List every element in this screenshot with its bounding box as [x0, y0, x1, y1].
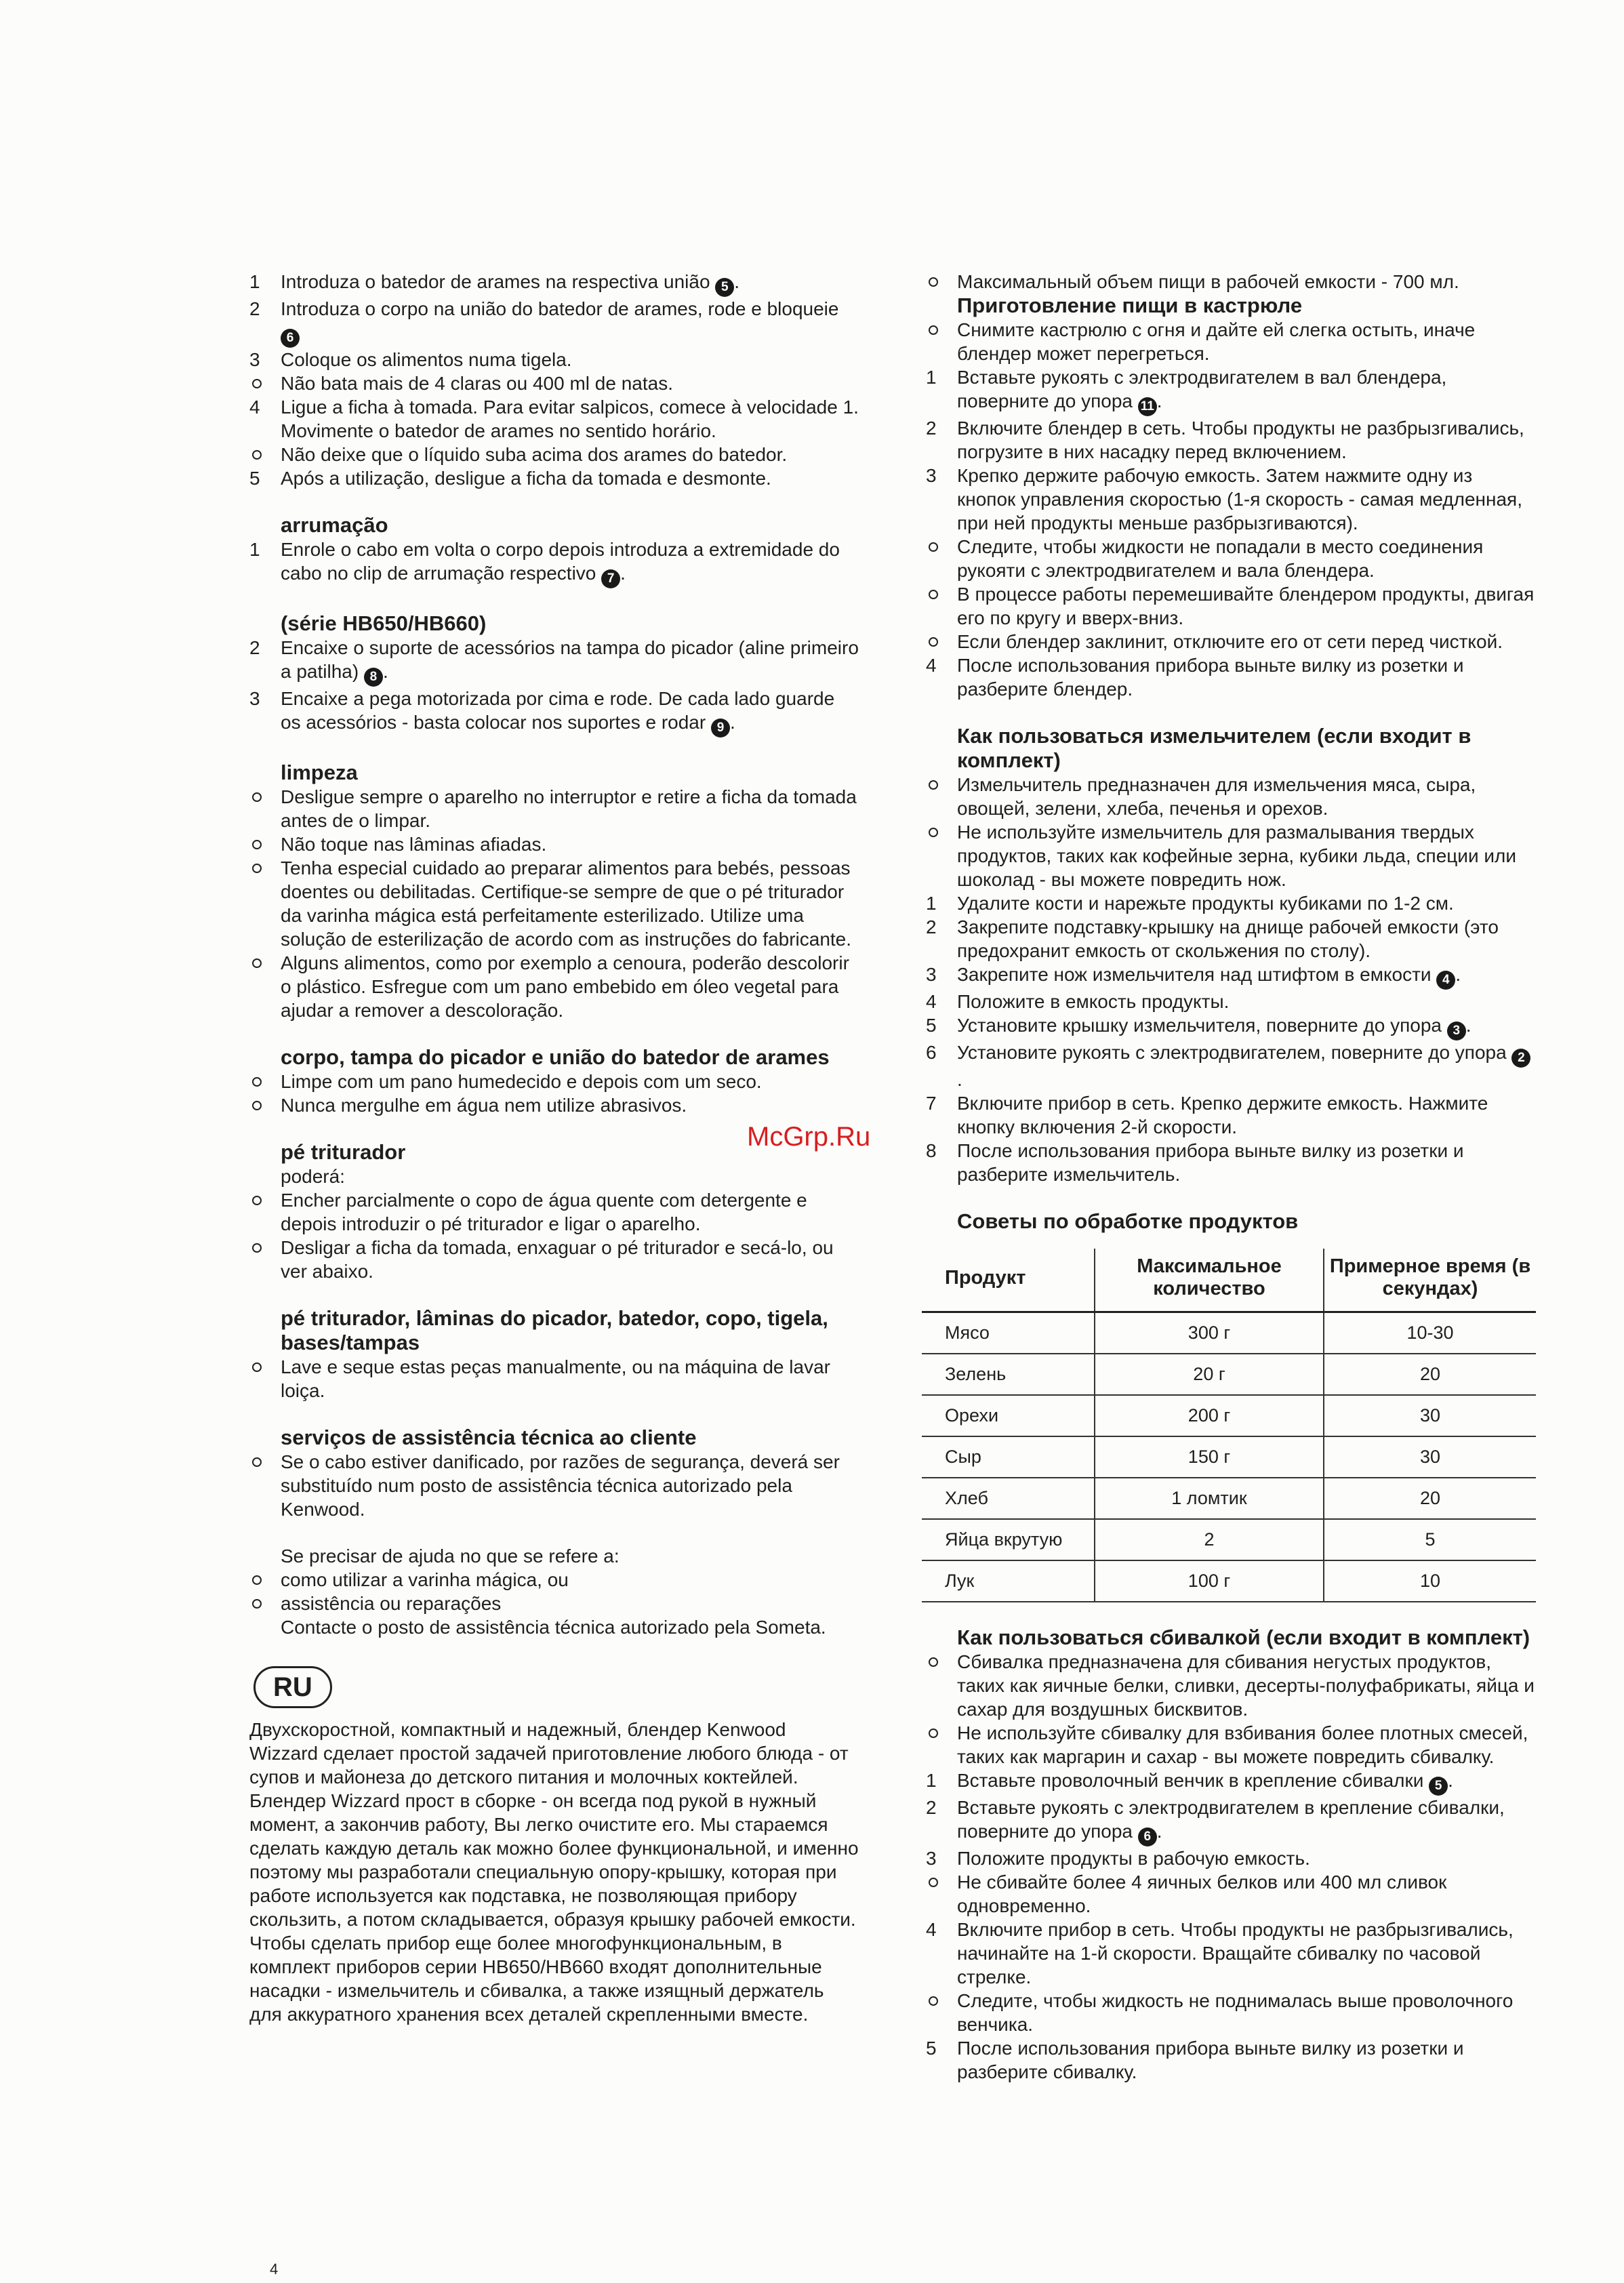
list-item	[249, 856, 859, 951]
step-number: 4	[926, 655, 937, 676]
corpo-heading: corpo, tampa do picador e união do batedor de arames	[281, 1045, 830, 1069]
list-item-end: .	[1156, 1821, 1162, 1842]
list-item-body: assistência ou reparações	[281, 1593, 502, 1614]
cell-time: 5	[1324, 1519, 1536, 1560]
list-item	[926, 365, 1536, 416]
list-item	[249, 636, 859, 687]
step-number: 2	[926, 1797, 937, 1818]
list-item-body: Снимите кастрюлю с огня и дайте ей слегка остыть, иначе блендер может перегреться.	[957, 319, 1476, 364]
figure-ref-icon: 4	[1436, 971, 1455, 990]
list-item	[249, 371, 859, 395]
bullet-icon	[249, 1093, 281, 1117]
corpo-list	[249, 1070, 859, 1117]
step-number: 5	[926, 2038, 937, 2059]
list-item-text	[281, 1592, 859, 1615]
tips-heading: Советы по обработке продуктов	[957, 1209, 1299, 1233]
page-number: 4	[270, 2261, 279, 2278]
list-item	[249, 1236, 859, 1283]
list-item	[926, 1796, 1536, 1846]
list-item-text	[281, 832, 859, 856]
list-item-text	[957, 963, 1536, 990]
step-number: 1	[926, 893, 937, 914]
step-number: 4	[249, 397, 260, 418]
step-number: 3	[926, 465, 937, 486]
list-item-text	[957, 2036, 1536, 2084]
list-item-body: Introduza o corpo na união do batedor de arames, rode e bloqueie	[281, 298, 839, 319]
list-item-text	[281, 1188, 859, 1236]
list-item-body: Se o cabo estiver danificado, por razões de segurança, deverá ser substituído num posto de assistência técnica autorizado pela Kenwood.	[281, 1451, 840, 1520]
list-item-body: Lave e seque estas peças manualmente, ou na máquina de lavar loiça.	[281, 1356, 830, 1401]
list-item	[926, 1650, 1536, 1721]
bullet-icon	[926, 535, 957, 582]
list-item-text	[957, 1721, 1536, 1769]
bullet-icon	[926, 630, 957, 653]
step-number: 2	[249, 637, 260, 658]
processing-tips-table	[922, 1249, 1536, 1602]
list-item	[926, 653, 1536, 701]
bullet-icon	[249, 951, 281, 1022]
list-item-end: .	[1156, 390, 1162, 411]
list-item-end: .	[734, 271, 740, 292]
list-item-text	[957, 915, 1536, 963]
bullet-icon	[926, 270, 957, 294]
list-item-body: Включите блендер в сеть. Чтобы продукты не разбрызгивались, погрузите в них насадку перед включением.	[957, 418, 1524, 462]
cell-time: 10-30	[1324, 1312, 1536, 1354]
cell-product: Сыр	[922, 1436, 1095, 1478]
list-item	[249, 832, 859, 856]
list-item	[249, 348, 859, 371]
list-item-body: После использования прибора выньте вилку из розетки и разберите измельчитель.	[957, 1140, 1464, 1185]
list-item	[249, 687, 859, 738]
bullet-icon	[249, 1568, 281, 1592]
bullet-icon	[926, 1650, 957, 1721]
step-number: 4	[926, 991, 937, 1012]
cell-product: Мясо	[922, 1312, 1095, 1354]
cell-product: Лук	[922, 1560, 1095, 1602]
limpeza-heading: limpeza	[281, 761, 358, 784]
table-body	[922, 1312, 1536, 1602]
list-item-text	[957, 1091, 1536, 1139]
pe-laminas-heading: pé triturador, lâminas do picador, batedor, copo, tigela, bases/tampas	[281, 1306, 828, 1354]
list-item-body: Не сбивайте более 4 яичных белков или 400 мл сливок одновременно.	[957, 1872, 1447, 1916]
arrumacao-heading: arrumação	[281, 513, 388, 537]
izmelchitel-heading: Как пользоваться измельчителем (если входит в комплект)	[957, 724, 1471, 772]
help-intro: Se precisar de ajuda no que se refere a:	[281, 1545, 620, 1567]
list-item-body: Enrole o cabo em volta o corpo depois introduza a extremidade do cabo no clip de arrumação respectivo	[281, 539, 840, 584]
list-item-text	[957, 773, 1536, 820]
list-item	[249, 785, 859, 832]
bullet-icon	[926, 1721, 957, 1769]
figure-ref-icon: 7	[601, 569, 620, 588]
list-item-text	[281, 297, 859, 348]
list-item	[926, 270, 1536, 294]
cell-time: 20	[1324, 1354, 1536, 1395]
list-item-text	[281, 951, 859, 1022]
list-item-body: Desligar a ficha da tomada, enxaguar o pé triturador e secá-lo, ou ver abaixo.	[281, 1237, 834, 1282]
list-item-end: .	[382, 661, 388, 682]
list-item-body: Закрепите подставку-крышку на днище рабочей емкости (это предохранит емкость от скольжения по столу).	[957, 916, 1499, 961]
pt-intro-list	[249, 270, 859, 490]
list-item-text	[957, 318, 1536, 365]
list-item	[249, 297, 859, 348]
list-item-body: Следите, чтобы жидкость не поднималась выше проволочного венчика.	[957, 1990, 1514, 2035]
watermark: McGrp.Ru	[747, 1122, 871, 1152]
list-item-text	[957, 1139, 1536, 1186]
list-item	[249, 951, 859, 1022]
cell-quantity: 300 г	[1095, 1312, 1324, 1354]
header-max-quantity: Максимальное количество	[1095, 1249, 1324, 1312]
list-item-text	[281, 1450, 859, 1521]
figure-ref-icon: 2	[1511, 1049, 1530, 1068]
list-item-body: Ligue a ficha à tomada. Para evitar salpicos, comece à velocidade 1. Movimente o batedor de arames no sentido horário.	[281, 397, 859, 441]
table-row	[922, 1560, 1536, 1602]
list-item	[249, 1070, 859, 1093]
list-item	[926, 773, 1536, 820]
pe-triturador-subtitle: poderá:	[281, 1166, 345, 1187]
kastrulya-list	[926, 318, 1536, 701]
list-item	[249, 466, 859, 490]
list-item-body: Максимальный объем пищи в рабочей емкости - 700 мл.	[957, 271, 1459, 292]
list-item-body: Вставьте проволочный венчик в крепление сбивалки	[957, 1770, 1429, 1791]
figure-ref-icon: 6	[281, 329, 300, 348]
list-item-text	[281, 636, 859, 687]
bullet-icon	[926, 582, 957, 630]
ru-top-list	[926, 270, 1536, 294]
step-number: 4	[926, 1919, 937, 1940]
list-item	[249, 1188, 859, 1236]
ru-intro-paragraph-1: Двухскоростной, компактный и надежный, блендер Kenwood Wizzard сделает простой задачей приготовление любого блюда - от супов и майонеза до детского питания и молочных коктейлей. Блендер Wizzard прост в сборке - он всегда под рукой в нужный момент, а закончив работу, Вы легко очистите его. Мы стараемся сделать каждую деталь как можно более функциональной, и именно поэтому мы разработали специальную опору-крышку, которая при работе используется как подставка, не позволяющая прибору скользить, а потом складывается, образуя крышку рабочей емкости.	[249, 1719, 859, 1930]
list-item	[926, 1870, 1536, 1918]
list-item-body: Вставьте рукоять с электродвигателем в крепление сбивалки, поверните до упора	[957, 1797, 1505, 1842]
step-number: 1	[249, 539, 260, 560]
cell-time: 30	[1324, 1436, 1536, 1478]
list-item	[249, 395, 859, 443]
cell-quantity: 150 г	[1095, 1436, 1324, 1478]
table-row	[922, 1478, 1536, 1519]
figure-ref-icon: 3	[1447, 1022, 1466, 1041]
sbivalka-heading: Как пользоваться сбивалкой (если входит в комплект)	[957, 1625, 1530, 1649]
list-item	[926, 630, 1536, 653]
list-item-body: Encher parcialmente o copo de água quente com detergente e depois introduzir o pé triturador e ligar o aparelho.	[281, 1190, 807, 1234]
list-item	[926, 1846, 1536, 1870]
list-item-text	[957, 820, 1536, 891]
bullet-icon	[249, 443, 281, 466]
list-item-text	[957, 464, 1536, 535]
cell-time: 20	[1324, 1478, 1536, 1519]
kastrulya-heading: Приготовление пищи в кастрюле	[957, 294, 1303, 317]
figure-ref-icon: 11	[1138, 397, 1157, 416]
list-item-body: Coloque os alimentos numa tigela.	[281, 349, 572, 370]
servicos-heading: serviços de assistência técnica ao cliente	[281, 1426, 697, 1449]
step-number: 3	[249, 349, 260, 370]
list-item	[249, 538, 859, 588]
step-number: 2	[249, 298, 260, 319]
pe-laminas-list	[249, 1355, 859, 1402]
table-header-row	[922, 1249, 1536, 1312]
list-item-text	[957, 582, 1536, 630]
list-item-text	[281, 1355, 859, 1402]
list-item-end: .	[1455, 964, 1461, 985]
list-item	[249, 443, 859, 466]
list-item	[926, 1721, 1536, 1769]
list-item	[926, 1091, 1536, 1139]
list-item-body: Если блендер заклинит, отключите его от сети перед чисткой.	[957, 631, 1503, 652]
table-row	[922, 1395, 1536, 1436]
list-item-body: Закрепите нож измельчителя над штифтом в емкости	[957, 964, 1437, 985]
list-item-text	[281, 348, 859, 371]
serie-heading: (série HB650/HB660)	[281, 611, 487, 635]
step-number: 8	[926, 1140, 937, 1161]
cell-quantity: 20 г	[1095, 1354, 1324, 1395]
bullet-icon	[249, 1355, 281, 1402]
list-item-text	[281, 443, 859, 466]
step-number: 2	[926, 418, 937, 439]
cell-product: Яйца вкрутую	[922, 1519, 1095, 1560]
list-item-body: Não toque nas lâminas afiadas.	[281, 834, 547, 855]
list-item-text	[957, 1650, 1536, 1721]
figure-ref-icon: 6	[1138, 1827, 1157, 1846]
list-item-body: Após a utilização, desligue a ficha da tomada e desmonte.	[281, 468, 771, 489]
list-item-text	[957, 1041, 1536, 1091]
list-item-text	[957, 1769, 1536, 1796]
list-item-text	[957, 1989, 1536, 2036]
ru-language-badge: RU	[253, 1666, 332, 1708]
bullet-icon	[249, 1070, 281, 1093]
arrumacao-list	[249, 538, 859, 588]
list-item	[249, 270, 859, 297]
bullet-icon	[926, 318, 957, 365]
list-item-body: Encaixe o suporte de acessórios na tampa do picador (aline primeiro a patilha)	[281, 637, 859, 682]
servicos-list	[249, 1450, 859, 1521]
list-item-text	[957, 1013, 1536, 1041]
list-item-body: Не используйте сбивалку для взбивания более плотных смесей, таких как маргарин и сахар - вы можете повредить сбивалку.	[957, 1722, 1528, 1767]
step-number: 7	[926, 1093, 937, 1114]
step-number: 1	[926, 367, 937, 388]
list-item-text	[281, 1568, 859, 1592]
list-item	[926, 464, 1536, 535]
bullet-icon	[926, 1989, 957, 2036]
list-item	[926, 915, 1536, 963]
step-number: 3	[249, 688, 260, 709]
list-item	[926, 1013, 1536, 1041]
list-item-body: Introduza o batedor de arames na respectiva união	[281, 271, 716, 292]
cell-product: Хлеб	[922, 1478, 1095, 1519]
list-item-text	[957, 630, 1536, 653]
step-number: 5	[249, 468, 260, 489]
list-item-body: Не используйте измельчитель для размалывания твердых продуктов, таких как кофейные зерна, кубики льда, специи или шоколад - вы можете повредить нож.	[957, 822, 1516, 890]
list-item-body: После использования прибора выньте вилку из розетки и разберите блендер.	[957, 655, 1464, 700]
step-number: 2	[926, 916, 937, 937]
bullet-icon	[249, 371, 281, 395]
list-item	[926, 1769, 1536, 1796]
table-row	[922, 1312, 1536, 1354]
step-number: 3	[926, 1848, 937, 1869]
list-item-body: В процессе работы перемешивайте блендером продукты, двигая его по кругу и вверх-вниз.	[957, 584, 1535, 628]
figure-ref-icon: 9	[711, 719, 730, 738]
sbivalka-list	[926, 1650, 1536, 2084]
list-item-text	[957, 891, 1536, 915]
figure-ref-icon: 5	[715, 278, 734, 297]
list-item-text	[957, 535, 1536, 582]
header-product: Продукт	[922, 1249, 1095, 1312]
step-number: 1	[926, 1770, 937, 1791]
list-item-body: Tenha especial cuidado ao preparar alimentos para bebés, pessoas doentes ou debilitadas. Certifique-se sempre de que o pé triturador da varinha mágica está perfeitamente esterilizado. Utilize uma solução de esterilização de acordo com as instruções do fabricante.	[281, 857, 852, 950]
cell-product: Орехи	[922, 1395, 1095, 1436]
list-item-body: После использования прибора выньте вилку из розетки и разберите сбивалку.	[957, 2038, 1464, 2082]
step-number: 5	[926, 1015, 937, 1036]
figure-ref-icon: 8	[364, 668, 383, 687]
list-item-end: .	[620, 563, 626, 584]
list-item-end: .	[1465, 1015, 1471, 1036]
step-number: 3	[926, 964, 937, 985]
list-item	[249, 1450, 859, 1521]
serie-list	[249, 636, 859, 738]
list-item-text	[281, 395, 859, 443]
cell-quantity: 200 г	[1095, 1395, 1324, 1436]
list-item-body: Limpe com um pano humedecido e depois com um seco.	[281, 1071, 762, 1092]
cell-product: Зелень	[922, 1354, 1095, 1395]
list-item-text	[957, 990, 1536, 1013]
list-item-body: Следите, чтобы жидкости не попадали в место соединения рукояти с электродвигателем и вала блендера.	[957, 536, 1484, 581]
list-item-body: Положите продукты в рабочую емкость.	[957, 1848, 1310, 1869]
russian-column	[926, 270, 1536, 2084]
header-approx-time: Примерное время (в секундах)	[1324, 1249, 1536, 1312]
list-item-text	[957, 1918, 1536, 1989]
list-item-text	[957, 1796, 1536, 1846]
list-item-body: Não bata mais de 4 claras ou 400 ml de natas.	[281, 373, 674, 394]
list-item-body: Положите в емкость продукты.	[957, 991, 1230, 1012]
list-item-body: Não deixe que o líquido suba acima dos arames do batedor.	[281, 444, 788, 465]
list-item-body: Включите прибор в сеть. Чтобы продукты не разбрызгивались, начинайте на 1-й скорости. Вращайте сбивалку по часовой стрелке.	[957, 1919, 1514, 1987]
list-item-text	[281, 538, 859, 588]
list-item-end: .	[1448, 1770, 1453, 1791]
pe-triturador-heading: pé triturador	[281, 1140, 406, 1164]
cell-quantity: 1 ломтик	[1095, 1478, 1324, 1519]
list-item	[926, 1139, 1536, 1186]
bullet-icon	[249, 1236, 281, 1283]
step-number: 1	[249, 271, 260, 292]
list-item-body: Крепко держите рабочую емкость. Затем нажмите одну из кнопок управления скоростью (1-я скорость - самая медленная, при ней продукты меньше разбрызгиваются).	[957, 465, 1522, 533]
list-item-text	[957, 270, 1536, 294]
list-item-text	[281, 371, 859, 395]
bullet-icon	[926, 820, 957, 891]
list-item-body: Nunca mergulhe em água nem utilize abrasivos.	[281, 1095, 687, 1116]
list-item-text	[281, 785, 859, 832]
list-item-body: Включите прибор в сеть. Крепко держите емкость. Нажмите кнопку включения 2-й скорости.	[957, 1093, 1488, 1137]
bullet-icon	[926, 773, 957, 820]
list-item-text	[281, 856, 859, 951]
list-item-body: Encaixe a pega motorizada por cima e rode. De cada lado guarde os acessórios - basta colocar nos suportes e rodar	[281, 688, 835, 733]
list-item-text	[281, 1236, 859, 1283]
figure-ref-icon: 5	[1429, 1777, 1448, 1796]
help-list	[249, 1568, 859, 1615]
list-item-body: Сбивалка предназначена для сбивания негустых продуктов, таких как яичные белки, сливки, десерты-полуфабрикаты, яйца и сахар для воздушных бисквитов.	[957, 1651, 1535, 1720]
cell-time: 30	[1324, 1395, 1536, 1436]
list-item	[926, 1918, 1536, 1989]
list-item-text	[281, 1070, 859, 1093]
list-item-body: Измельчитель предназначен для измельчения мяса, сыра, овощей, зелени, хлеба, печенья и орехов.	[957, 774, 1476, 819]
table-row	[922, 1436, 1536, 1478]
list-item-body: Установите крышку измельчителя, поверните до упора	[957, 1015, 1447, 1036]
bullet-icon	[249, 1188, 281, 1236]
list-item-end: .	[957, 1069, 962, 1090]
cell-quantity: 2	[1095, 1519, 1324, 1560]
list-item	[926, 416, 1536, 464]
list-item-body: Удалите кости и нарежьте продукты кубиками по 1-2 см.	[957, 893, 1454, 914]
bullet-icon	[249, 1592, 281, 1615]
list-item	[926, 535, 1536, 582]
help-contact: Contacte o posto de assistência técnica autorizado pela Someta.	[281, 1617, 826, 1638]
list-item-text	[281, 1093, 859, 1117]
list-item	[926, 582, 1536, 630]
list-item-body: Установите рукоять с электродвигателем, поверните до упора	[957, 1042, 1512, 1063]
list-item-body: Desligue sempre o aparelho no interruptor e retire a ficha da tomada antes de o limpar.	[281, 786, 857, 831]
list-item	[926, 891, 1536, 915]
ru-intro-paragraph-2: Чтобы сделать прибор еще более многофункциональным, в комплект приборов серии HB650/HB660 входят дополнительные насадки - измельчитель и сбивалка, а также изящный держатель для аккуратного хранения всех деталей скрепленными вместе.	[249, 1933, 824, 2025]
list-item-body: Alguns alimentos, como por exemplo a cenoura, poderão descolorir o plástico. Esfregue com um pano embebido em óleo vegetal para ajudar a remover a descoloração.	[281, 952, 849, 1021]
table-row	[922, 1354, 1536, 1395]
list-item-text	[281, 466, 859, 490]
list-item-body: como utilizar a varinha mágica, ou	[281, 1569, 569, 1590]
list-item	[249, 1568, 859, 1592]
step-number: 6	[926, 1042, 937, 1063]
table-row	[922, 1519, 1536, 1560]
list-item	[249, 1093, 859, 1117]
list-item	[249, 1592, 859, 1615]
cell-time: 10	[1324, 1560, 1536, 1602]
list-item	[926, 820, 1536, 891]
list-item	[926, 1989, 1536, 2036]
izmelchitel-list	[926, 773, 1536, 1186]
bullet-icon	[249, 856, 281, 951]
list-item	[926, 1041, 1536, 1091]
list-item	[249, 1355, 859, 1402]
limpeza-list	[249, 785, 859, 1022]
list-item	[926, 2036, 1536, 2084]
list-item	[926, 963, 1536, 990]
cell-quantity: 100 г	[1095, 1560, 1324, 1602]
list-item	[926, 990, 1536, 1013]
list-item-text	[957, 653, 1536, 701]
list-item	[926, 318, 1536, 365]
bullet-icon	[249, 1450, 281, 1521]
list-item-text	[957, 1846, 1536, 1870]
pe-triturador-list	[249, 1188, 859, 1283]
list-item-text	[957, 365, 1536, 416]
bullet-icon	[926, 1870, 957, 1918]
list-item-end: .	[729, 712, 735, 733]
bullet-icon	[249, 832, 281, 856]
list-item-body: Вставьте рукоять с электродвигателем в вал блендера, поверните до упора	[957, 367, 1447, 411]
list-item-text	[957, 1870, 1536, 1918]
list-item-text	[281, 270, 859, 297]
list-item-text	[957, 416, 1536, 464]
bullet-icon	[249, 785, 281, 832]
list-item-text	[281, 687, 859, 738]
